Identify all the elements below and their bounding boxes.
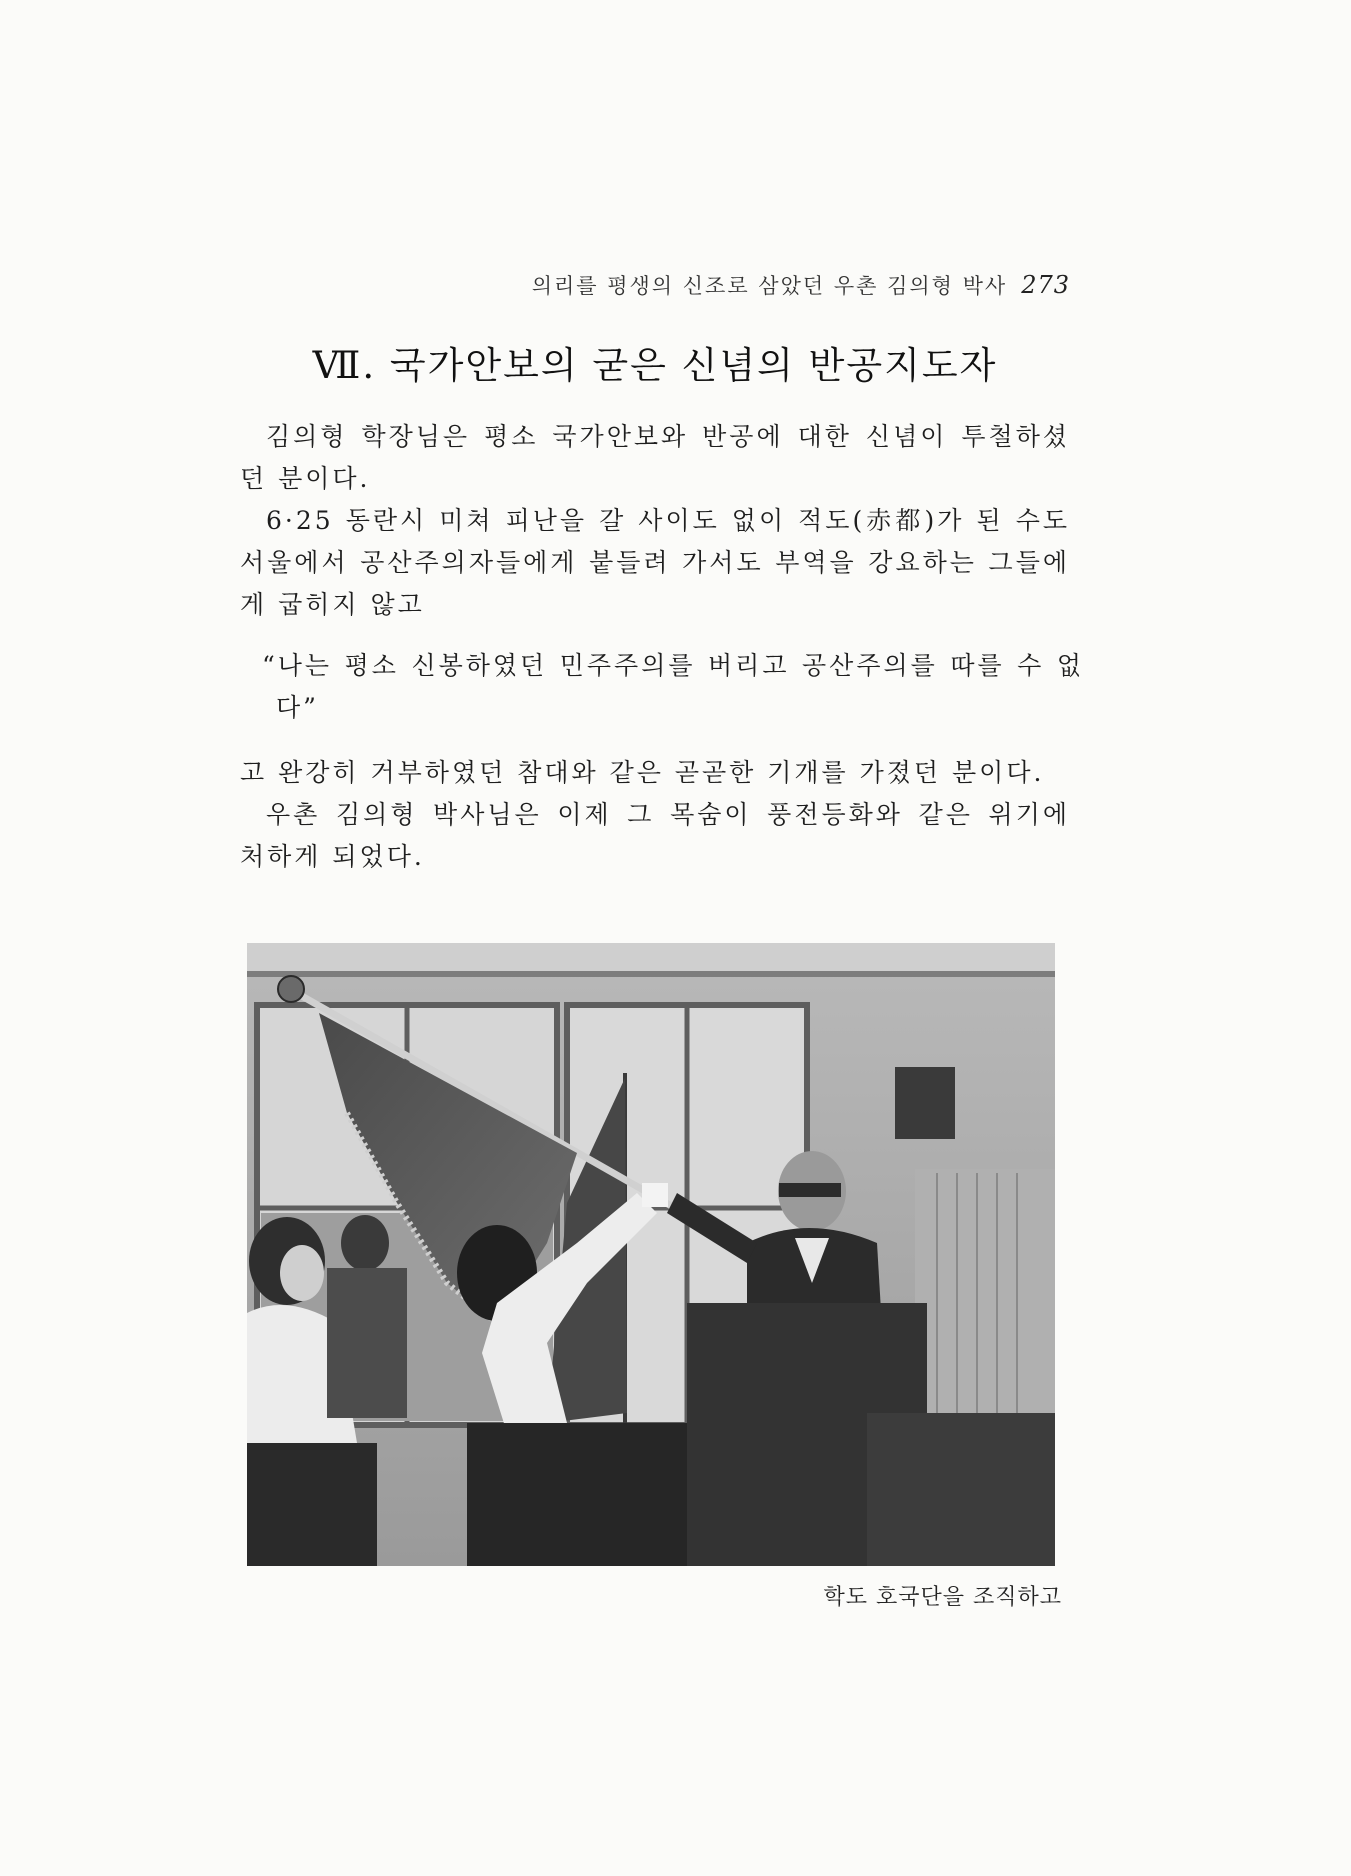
wall-speaker [895,1067,955,1139]
flag-ceremony-photo-illustration [247,943,1055,1566]
running-header [240,270,1070,300]
ceremony-photo [247,943,1055,1566]
photo-caption: 학도 호국단을 조직하고 [823,1585,1062,1610]
running-title: 의리를 평생의 신조로 삼았던 우촌 김의형 박사 [531,274,1008,298]
quotation: “나는 평소 신봉하였던 민주주의를 버리고 공산주의를 따를 수 없다” [262,651,1084,722]
paragraph-1: 김의형 학장님은 평소 국가안보와 반공에 대한 신념이 투철하셨던 분이다. [240,422,1070,493]
chapter-title: Ⅶ. 국가안보의 굳은 신념의 반공지도자 [312,344,998,387]
paragraph-4: 우촌 김의형 박사님은 이제 그 목숨이 풍전등화와 같은 위기에 처하게 되었다. [240,800,1070,871]
page-number: 273 [1021,271,1070,299]
paragraph-2: 6·25 동란시 미쳐 피난을 갈 사이도 없이 적도(赤都)가 된 수도 서울에서 공산주의자들에게 붙들려 가서도 부역을 강요하는 그들에게 굽히지 않고 [240,506,1070,619]
paragraph-3: 고 완강히 거부하였던 참대와 같은 곧곧한 기개를 가졌던 분이다. [240,758,1045,787]
